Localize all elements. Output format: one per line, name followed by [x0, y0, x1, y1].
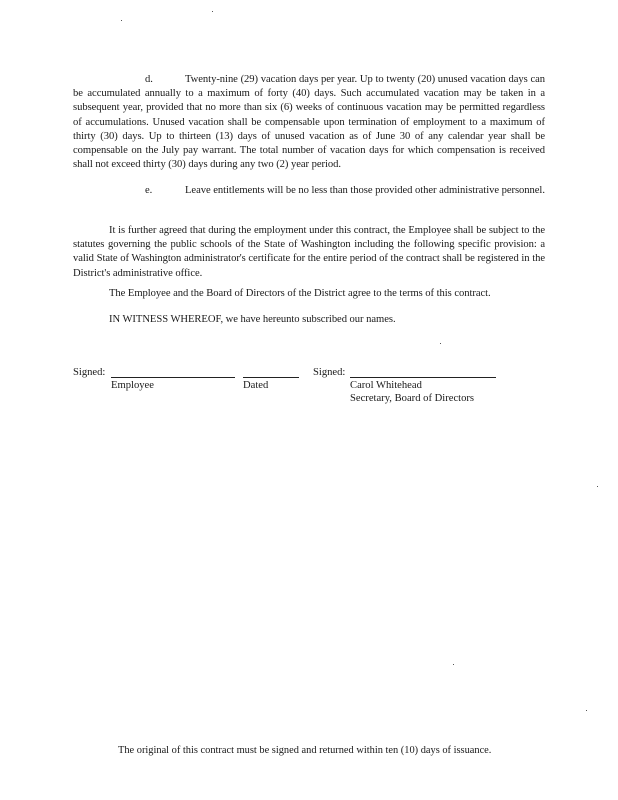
clause-d: [73, 73, 545, 172]
scan-speck: [440, 343, 441, 344]
statutes-paragraph: [73, 224, 545, 281]
scan-speck: [121, 20, 122, 21]
signed-left-label: Signed:: [73, 367, 106, 378]
witness-paragraph: [73, 313, 545, 327]
date-signature-line[interactable]: [243, 377, 299, 378]
scan-speck: [453, 664, 454, 665]
employee-label: Employee: [111, 380, 154, 391]
secretary-signature-line[interactable]: [350, 377, 496, 378]
clause-d-letter: d.: [145, 74, 153, 85]
secretary-name: Carol Whitehead: [350, 380, 422, 391]
scan-speck: [212, 11, 213, 12]
witness-text: IN WITNESS WHEREOF, we have hereunto subscribed our names.: [109, 314, 396, 325]
footer-note: The original of this contract must be signed and returned within ten (10) days of issuance.: [118, 745, 492, 756]
scan-speck: [597, 486, 598, 487]
agree-text: The Employee and the Board of Directors of the District agree to the terms of this contract.: [109, 288, 491, 299]
dated-label: Dated: [243, 380, 269, 391]
secretary-title: Secretary, Board of Directors: [350, 393, 475, 404]
clause-d-text: Twenty-nine (29) vacation days per year. Up to twenty (20) unused vacation days can be accumulated annually to a maximum of forty (40) days. Such accumulated vacation may be taken in a subsequent year, provided that no more than six (6) weeks of continuous vacation may be permitted regardless of accumulations. Unused vacation shall be compensable upon termination of employment to a maximum of thirty (30) days. Up to thirteen (13) days of unused vacation as of June 30 of any calendar year shall be compensable on the July pay warrant. The total number of vacation days for which compensation is received shall not exceed thirty (30) days during any two (2) year period.: [73, 74, 545, 171]
agree-paragraph: [73, 287, 545, 301]
employee-signature-line[interactable]: [111, 377, 235, 378]
clause-e-text: Leave entitlements will be no less than those provided other administrative personnel.: [185, 185, 545, 196]
clause-e-letter: e.: [145, 185, 153, 196]
clause-e: [73, 184, 545, 198]
signed-right-label: Signed:: [313, 367, 346, 378]
scan-speck: [586, 710, 587, 711]
statutes-text: It is further agreed that during the employment under this contract, the Employee shall be subject to the statutes governing the public schools of the State of Washington including the following specific provision: a valid State of Washington administrator's certificate for the entire period of the contract shall be registered in the District's administrative office.: [73, 225, 545, 279]
